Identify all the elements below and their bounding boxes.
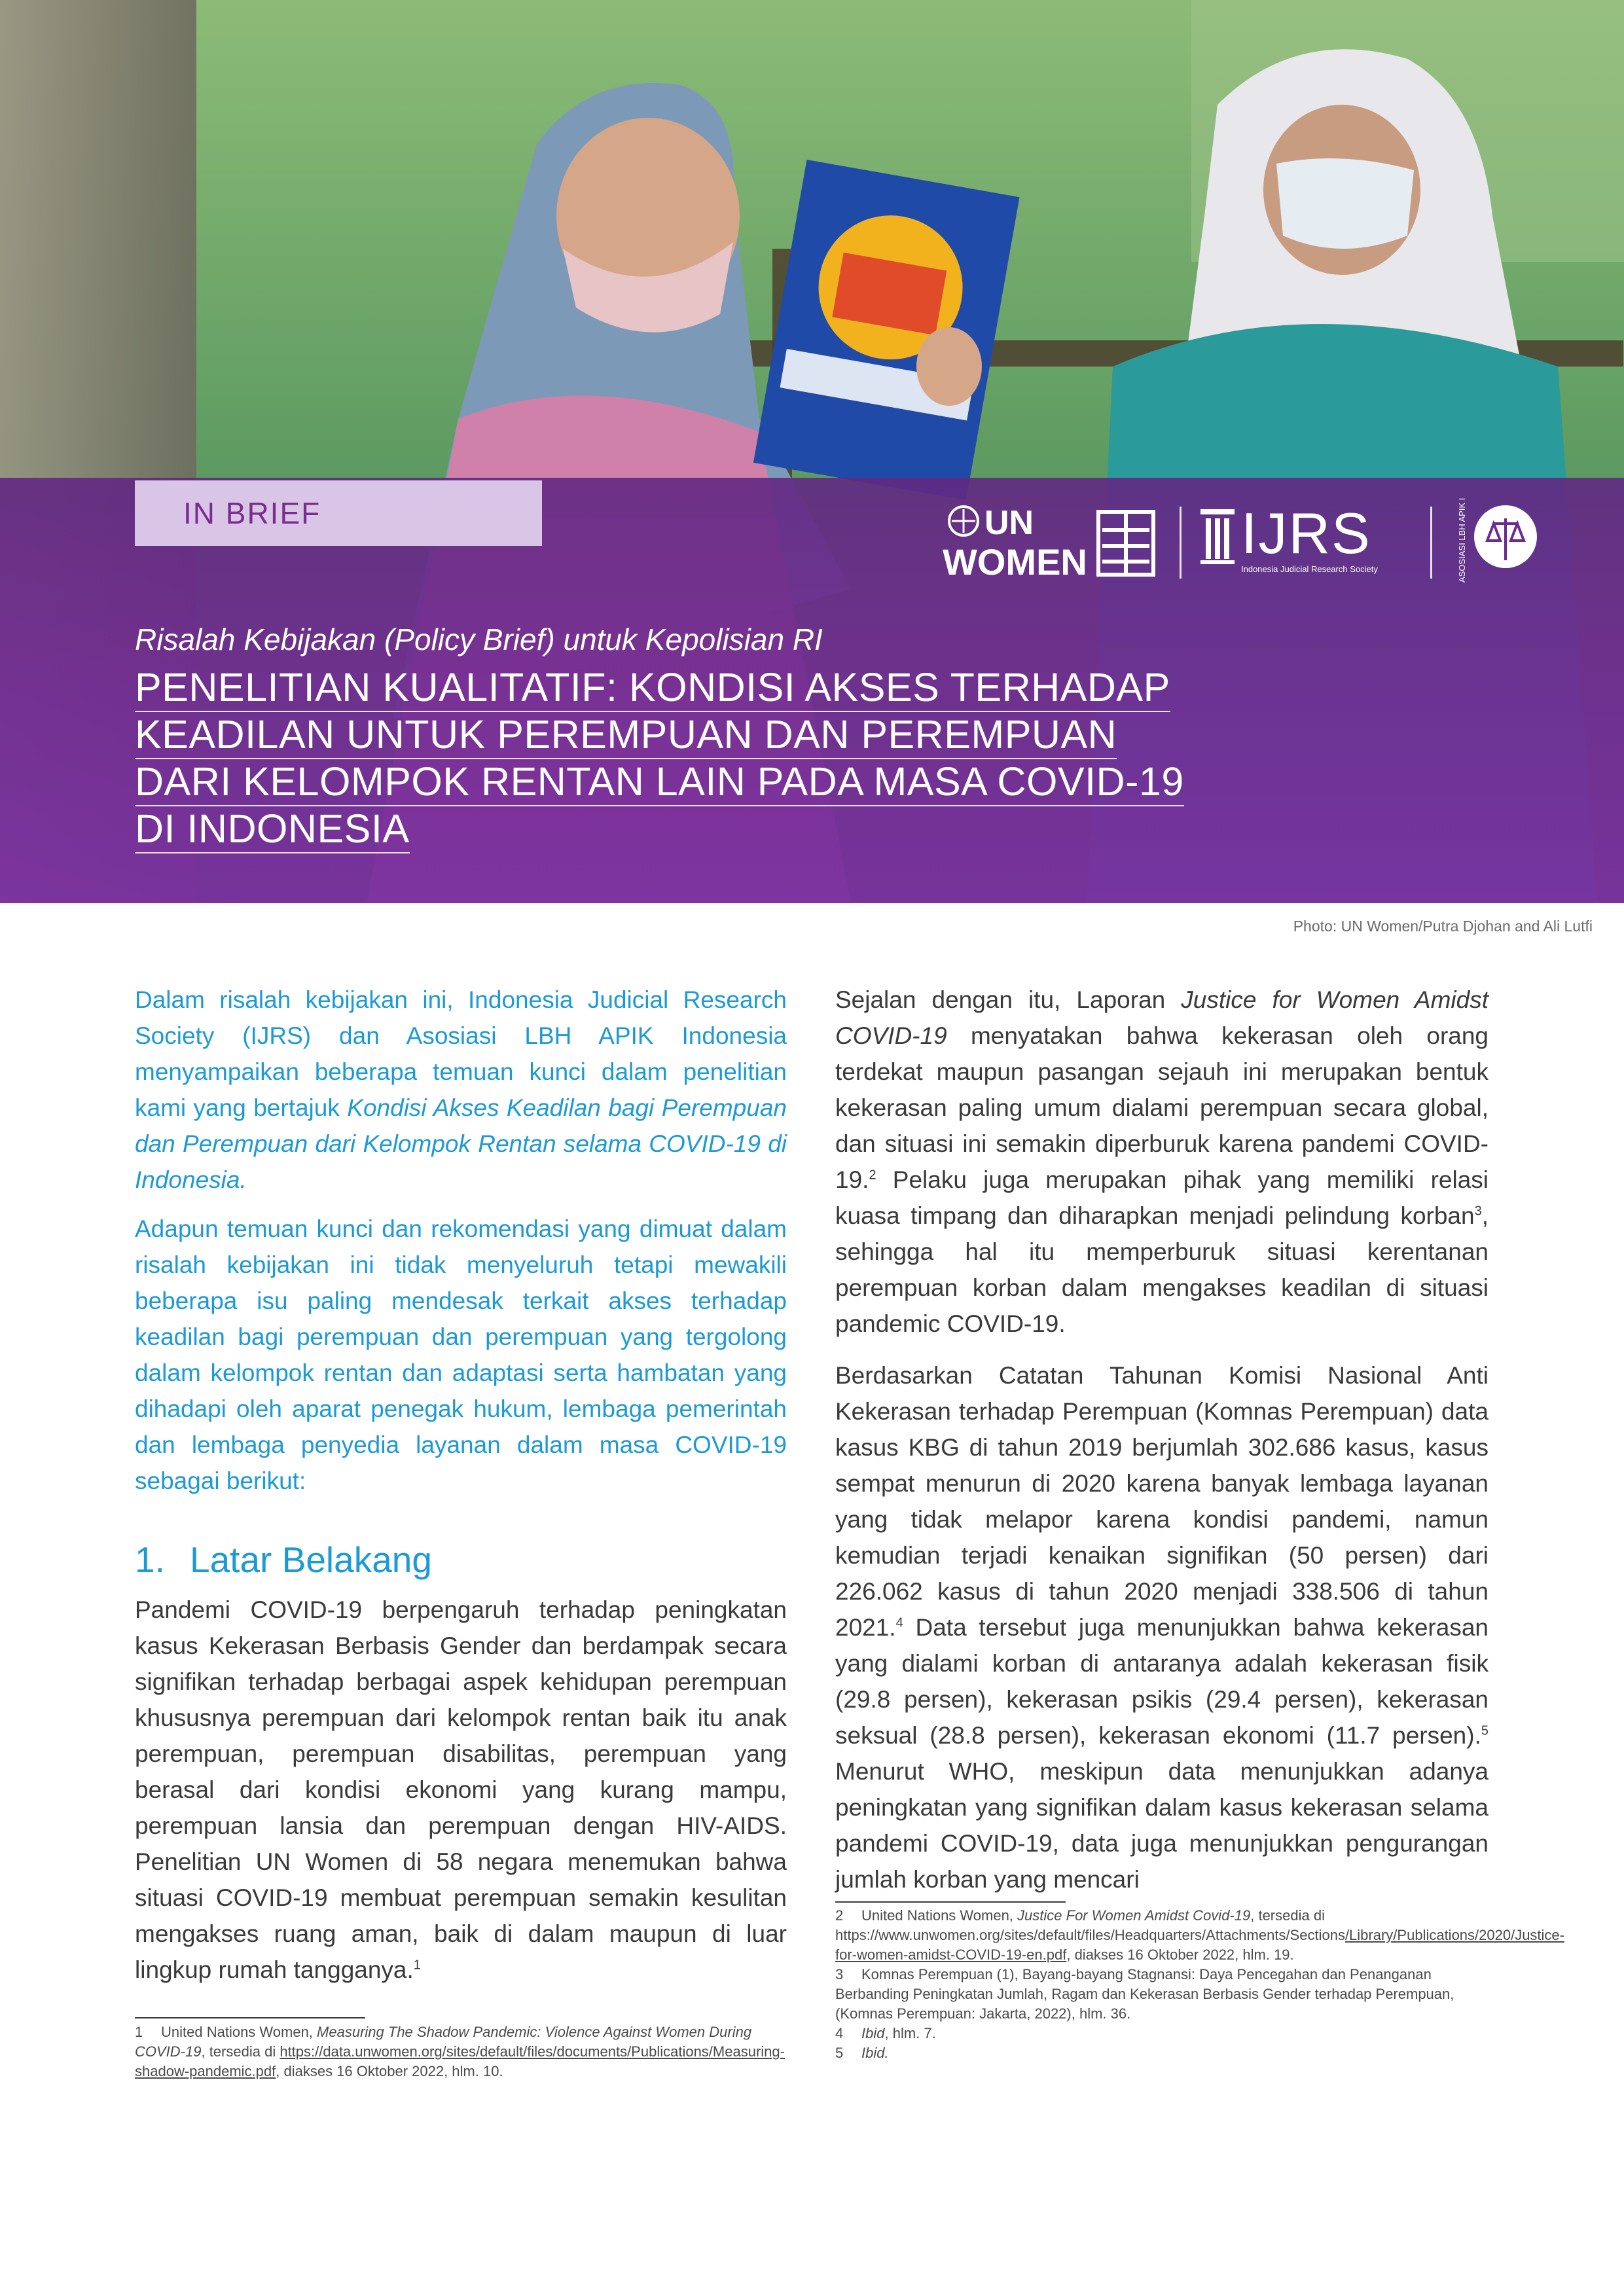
section-title: Latar Belakang [190,1539,432,1580]
apik-logo-text: ASOSIASI LBH APIK INDONESIA [1457,497,1467,583]
title-line: KEADILAN UNTUK PEREMPUAN DAN PEREMPUAN [135,711,1313,758]
footnote-rule [835,1901,1066,1903]
title-line: DI INDONESIA [135,805,1313,852]
intro-paragraph-2: Adapun temuan kunci dan rekomendasi yang dimuat dalam risalah kebijakan ini tidak menyeluruh tetapi mewakili beberapa isu paling mendesak terkait akses terhadap keadilan bagi perempuan dan perempuan yang tergolong dalam kelompok rentan dan adaptasi serta hambatan yang dihadapi oleh aparat penegak hukum, lembaga pemerintah dan lembaga penyedia layanan dalam masa COVID-19 sebagai berikut: [135,1215,787,1494]
section-heading [135,1537,787,1583]
ijrs-logo [1198,501,1420,583]
footnote-ref: 5 [1481,1723,1489,1738]
policy-brief-subtitle: Risalah Kebijakan (Policy Brief) untuk Kepolisian RI [135,622,823,656]
footnote-link[interactable]: https://data.unwomen.org/sites/default/files/documents/Publications/Measuring-shadow-pandemic.pdf [135,2043,785,2079]
title-line: PENELITIAN KUALITATIF: KONDISI AKSES TERHADAP [135,664,1313,711]
ijrs-wordmark: IJRS [1241,501,1371,565]
footnote-ref: 2 [869,1168,876,1183]
footnote-4: 4 Ibid, hlm. 7. [835,2025,936,2041]
lbh-apik-logo [1447,497,1551,589]
footnote-rule [135,2017,365,2018]
document-title [135,664,1313,852]
in-brief-label: IN BRIEF [183,496,321,530]
body-paragraph: Berdasarkan Catatan Tahunan Komisi Nasional Anti Kekerasan terhadap Perempuan (Komnas Perempuan) data kasus KBG di tahun 2019 berjumlah 302.686 kasus, kasus sempat menurun di 2020 karena banyak lembaga layanan yang tidak melapor karena kondisi pandemi, namun kemudian terjadi kenaikan signifikan (50 persen) dari 226.062 kasus di tahun 2020 menjadi 338.506 di tahun 2021.$^4$ Data tersebut juga menunjukkan bahwa kekerasan yang dialami korban di antaranya adalah kekerasan fisik (29.8 persen), kekerasan psikis (29.4 persen), kekerasan seksual (28.8 persen), kekerasan ekonomi (11.7 persen).$^5$ Menurut WHO, meskipun data menunjukkan adanya peningkatan yang signifikan dalam kasus kekerasan selama pandemi COVID-19, data juga menunjukkan pengurangan jumlah korban yang mencari [835,1362,1489,1893]
footnote-ref: 1 [413,1958,421,1973]
footnote-2: 2 United Nations Women, Justice For Women Amidst Covid-19, tersedia di https://www.unwomen.org/sites/default/files/Headquarters/Attachments/Sections/Library/Publications/2020/Justice-for-women-amidst-COVID-19-en.pdf, diakses 16 Oktober 2022, hlm. 19. [835,1907,1564,1963]
right-column [835,982,1489,1913]
un-emblem-icon [943,504,1159,583]
un-women-line2: WOMEN [943,541,1087,583]
section-number: 1. [135,1539,165,1580]
footnote-5: 5 Ibid. [835,2045,889,2061]
ijrs-subtitle: Indonesia Judicial Research Society [1241,564,1378,574]
footnotes-right [835,1906,1564,2063]
title-line: DARI KELOMPOK RENTAN LAIN PADA MASA COVID-19 [135,758,1313,805]
un-women-logo [943,504,1159,583]
intro-paragraph-1: Dalam risalah kebijakan ini, Indonesia Judicial Research Society (IJRS) dan Asosiasi LBH APIK Indonesia menyampaikan beberapa temuan kunci dalam penelitian kami yang bertajuk Kondisi Akses Keadilan bagi Perempuan dan Perempuan dari Kelompok Rentan selama COVID-19 di Indonesia. [135,986,787,1193]
footnote-ref: 4 [895,1615,903,1630]
logo-divider [1180,507,1182,579]
un-women-line1: UN [984,504,1034,542]
footnote-1: 1 United Nations Women, Measuring The Shadow Pandemic: Violence Against Women During COVID-19, tersedia di https://data.unwomen.org/sites/default/files/documents/Publications/Measuring-shadow-pandemic.pdf, diakses 16 Oktober 2022, hlm. 10. [135,2024,785,2079]
body-paragraph: Pandemi COVID-19 berpengaruh terhadap peningkatan kasus Kekerasan Berbasis Gender dan berdampak secara signifikan terhadap berbagai aspek kehidupan perempuan khususnya perempuan dari kelompok rentan baik itu anak perempuan, perempuan disabilitas, perempuan yang berasal dari kondisi ekonomi yang kurang mampu, perempuan lansia dan perempuan dengan HIV-AIDS. Penelitian UN Women di 58 negara menemukan bahwa situasi COVID-19 membuat perempuan semakin kesulitan mengakses ruang aman, baik di dalam maupun di luar lingkup rumah tangganya.$^1$ [135,1596,787,1983]
in-brief-badge [135,480,542,546]
hero-banner [0,0,1624,903]
footnote-ref: 3 [1474,1204,1482,1219]
logo-divider [1430,507,1432,579]
ijrs-pillar-icon [1198,504,1237,567]
left-column [135,982,787,2003]
body-paragraph: Sejalan dengan itu, Laporan Justice for Women Amidst COVID-19 menyatakan bahwa kekerasan oleh orang terdekat maupun pasangan sejauh ini merupakan bentuk kekerasan paling umum dialami perempuan secara global, dan situasi ini semakin diperburuk karena pandemi COVID-19.$^2$ Pelaku juga merupakan pihak yang memiliki relasi kuasa timpang dan diharapkan menjadi pelindung korban$^3$, sehingga hal itu memperburuk situasi kerentanan perempuan korban dalam mengakses keadilan di situasi pandemic COVID-19. [835,986,1489,1337]
photo-credit: Photo: UN Women/Putra Djohan and Ali Lutfi [1293,918,1593,935]
footnote-link[interactable]: /Library/Publications/2020/Justice-for-women-amidst-COVID-19-en.pdf [835,1927,1564,1963]
partner-logos [943,497,1558,583]
footnote-3: 3 Komnas Perempuan (1), Bayang-bayang Stagnansi: Daya Pencegahan dan Penanganan Berbanding Peningkatan Jumlah, Ragam dan Kekerasan Berbasis Gender terhadap Perempuan, (Komnas Perempuan: Jakarta, 2022), hlm. 36. [835,1966,1454,2022]
